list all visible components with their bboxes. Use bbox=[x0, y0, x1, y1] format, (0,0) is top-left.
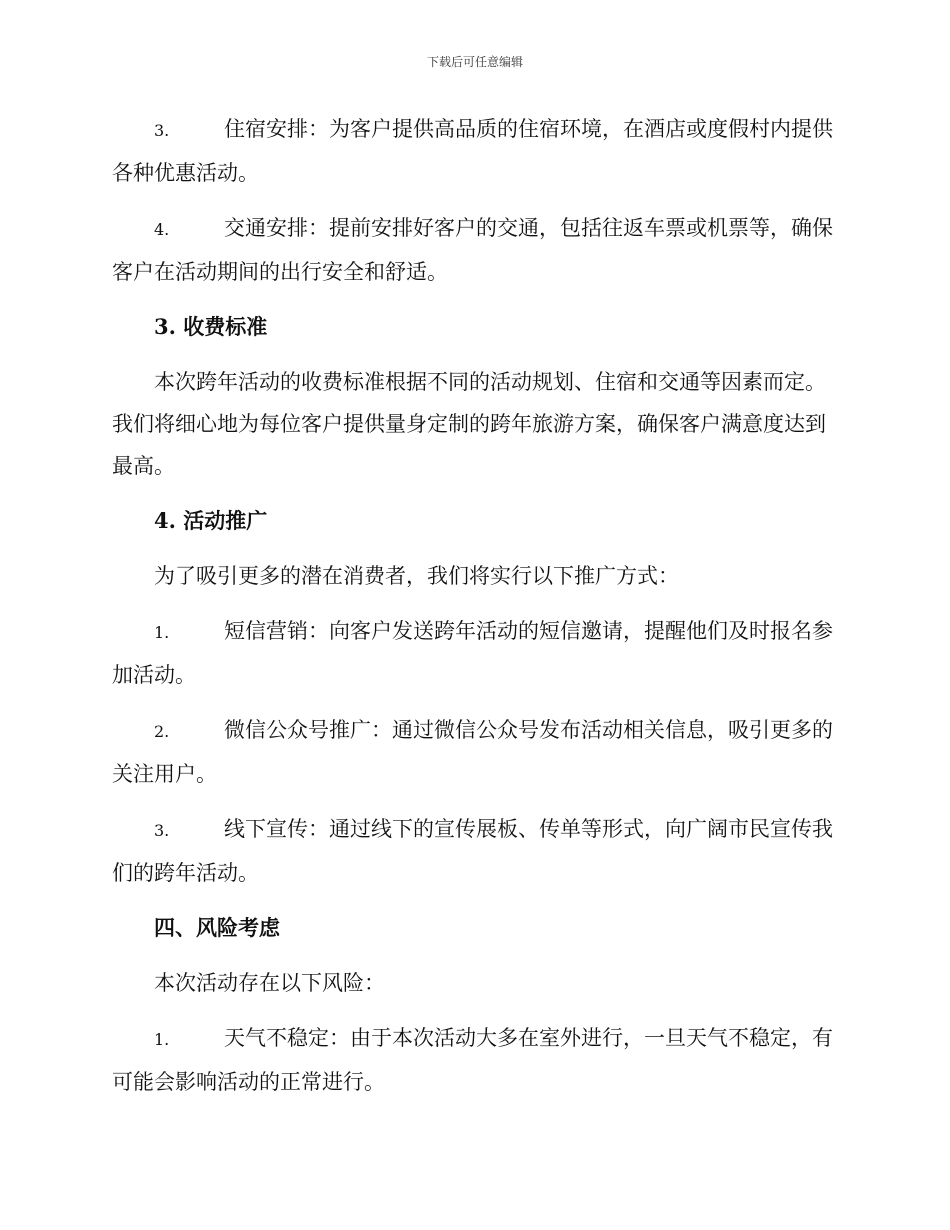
list-number: 4. bbox=[154, 220, 170, 239]
list-number: 3. bbox=[154, 821, 170, 840]
page-header: 下载后可任意编辑 bbox=[426, 55, 523, 69]
paragraph: 本次跨年活动的收费标准根据不同的活动规划、住宿和交通等因素而定。我们将细心地为每位客户提供量身定制的跨年旅游方案，确保客户满意度达到最高。 bbox=[112, 370, 826, 478]
list-text: 微信公众号推广：通过微信公众号发布活动相关信息，吸引更多的关注用户。 bbox=[112, 718, 833, 786]
list-item bbox=[112, 610, 834, 696]
list-number: 2. bbox=[154, 722, 170, 741]
list-item bbox=[112, 207, 834, 293]
document-body bbox=[112, 108, 834, 1103]
list-text: 线下宣传：通过线下的宣传展板、传单等形式，向广阔市民宣传我们的跨年活动。 bbox=[112, 817, 833, 885]
section-heading: 四、风险考虑 bbox=[154, 915, 280, 940]
list-item bbox=[112, 108, 834, 194]
list-text: 天气不稳定：由于本次活动大多在室外进行，一旦天气不稳定，有可能会影响活动的正常进行。 bbox=[112, 1026, 833, 1094]
paragraph: 本次活动存在以下风险： bbox=[154, 971, 385, 995]
section-heading: 3. 收费标准 bbox=[154, 314, 268, 339]
list-item bbox=[112, 808, 834, 894]
section-heading: 4. 活动推广 bbox=[154, 508, 268, 533]
list-number: 3. bbox=[154, 121, 170, 140]
list-text: 短信营销：向客户发送跨年活动的短信邀请，提醒他们及时报名参加活动。 bbox=[112, 619, 833, 687]
list-number: 1. bbox=[154, 623, 170, 642]
list-number: 1. bbox=[154, 1030, 170, 1049]
paragraph: 为了吸引更多的潜在消费者，我们将实行以下推广方式： bbox=[154, 564, 679, 588]
list-text: 交通安排：提前安排好客户的交通，包括往返车票或机票等，确保客户在活动期间的出行安全和舒适。 bbox=[112, 216, 833, 284]
list-item bbox=[112, 1017, 834, 1103]
list-item bbox=[112, 709, 834, 795]
list-text: 住宿安排：为客户提供高品质的住宿环境，在酒店或度假村内提供各种优惠活动。 bbox=[112, 117, 833, 185]
